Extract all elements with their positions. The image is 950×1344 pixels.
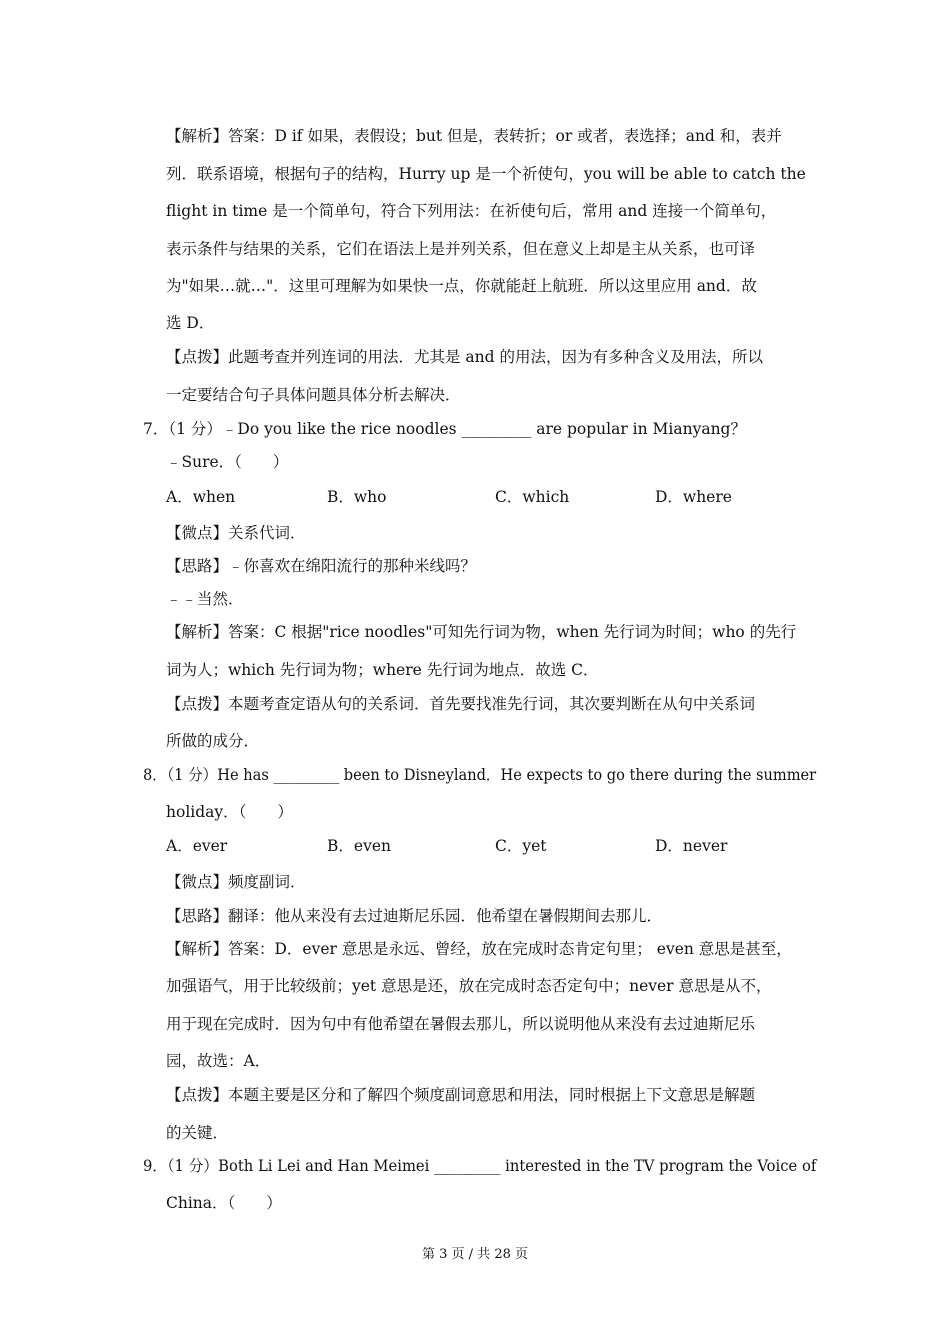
analysis-line: 列．联系语境，根据句子的结构，Hurry up 是一个祈使句，you will be able to catch the	[166, 165, 806, 183]
thinking-line: ﹣﹣当然．	[166, 590, 244, 608]
question-stem: ﹣Sure．（ ）	[166, 453, 289, 471]
analysis-line: 词为人；which 先行词为物；where 先行词为地点．故选 C．	[166, 661, 599, 679]
analysis-line: 用于现在完成时．因为句中有他希望在暑假去那儿，所以说明他从来没有去过迪斯尼乐	[166, 1015, 756, 1033]
analysis-line: 【解析】答案：D．ever 意思是永远、曾经，放在完成时态肯定句里； even 意思是甚至，	[166, 940, 792, 958]
tip-line: 的关键．	[166, 1124, 229, 1142]
option-b: B．who	[327, 488, 387, 506]
question-stem: China．（ ）	[166, 1194, 282, 1212]
tip-line: 所做的成分．	[166, 732, 260, 750]
option-d: D．never	[655, 837, 728, 855]
analysis-line: 【解析】答案：C 根据"rice noodles"可知先行词为物，when 先行词为时间；who 的先行	[166, 623, 797, 641]
question-stem: holiday．（ ）	[166, 803, 293, 821]
thinking-line: 【思路】﹣你喜欢在绵阳流行的那种米线吗？	[166, 557, 477, 575]
option-a: A．when	[166, 488, 236, 506]
knowledge-point: 【微点】关系代词．	[166, 524, 306, 542]
option-c: C．yet	[495, 837, 547, 855]
tip-line: 【点拨】本题主要是区分和了解四个频度副词意思和用法，同时根据上下文意思是解题	[166, 1086, 756, 1104]
option-d: D．where	[655, 488, 732, 506]
analysis-line: flight in time 是一个简单句，符合下列用法：在祈使句后，常用 and 连接一个简单句，	[166, 202, 777, 220]
question-stem: 9．（1 分）Both Li Lei and Han Meimei _________ interested in the TV program the Voice of	[143, 1157, 817, 1175]
option-c: C．which	[495, 488, 570, 506]
knowledge-point: 【微点】频度副词．	[166, 873, 306, 891]
analysis-line: 表示条件与结果的关系，它们在语法上是并列关系，但在意义上却是主从关系，也可译	[166, 240, 756, 258]
option-b: B．even	[327, 837, 391, 855]
question-stem: 7．（1 分）﹣Do you like the rice noodles _________ are popular in Mianyang？	[143, 420, 746, 438]
question-stem: 8．（1 分）He has _________ been to Disneyland．He expects to go there during the summer	[143, 766, 817, 784]
analysis-line: 加强语气，用于比较级前；yet 意思是还，放在完成时态否定句中；never 意思是从不，	[166, 977, 772, 995]
option-a: A．ever	[166, 837, 228, 855]
tip-line: 一定要结合句子具体问题具体分析去解决．	[166, 386, 461, 404]
page-number-footer: 第 3 页 / 共 28 页	[422, 1247, 528, 1262]
analysis-line: 选 D．	[166, 314, 215, 332]
thinking-line: 【思路】翻译：他从来没有去过迪斯尼乐园．他希望在暑假期间去那儿．	[166, 907, 663, 925]
tip-line: 【点拨】本题考查定语从句的关系词．首先要找准先行词，其次要判断在从句中关系词	[166, 695, 756, 713]
tip-line: 【点拨】此题考查并列连词的用法．尤其是 and 的用法，因为有多种含义及用法，所以	[166, 348, 764, 366]
analysis-line: 【解析】答案：D if 如果，表假设；but 但是，表转折；or 或者，表选择；and 和，表并	[166, 127, 782, 145]
analysis-line: 园，故选：A．	[166, 1052, 271, 1070]
analysis-line: 为"如果…就…"．这里可理解为如果快一点，你就能赶上航班．所以这里应用 and．故	[166, 277, 757, 295]
